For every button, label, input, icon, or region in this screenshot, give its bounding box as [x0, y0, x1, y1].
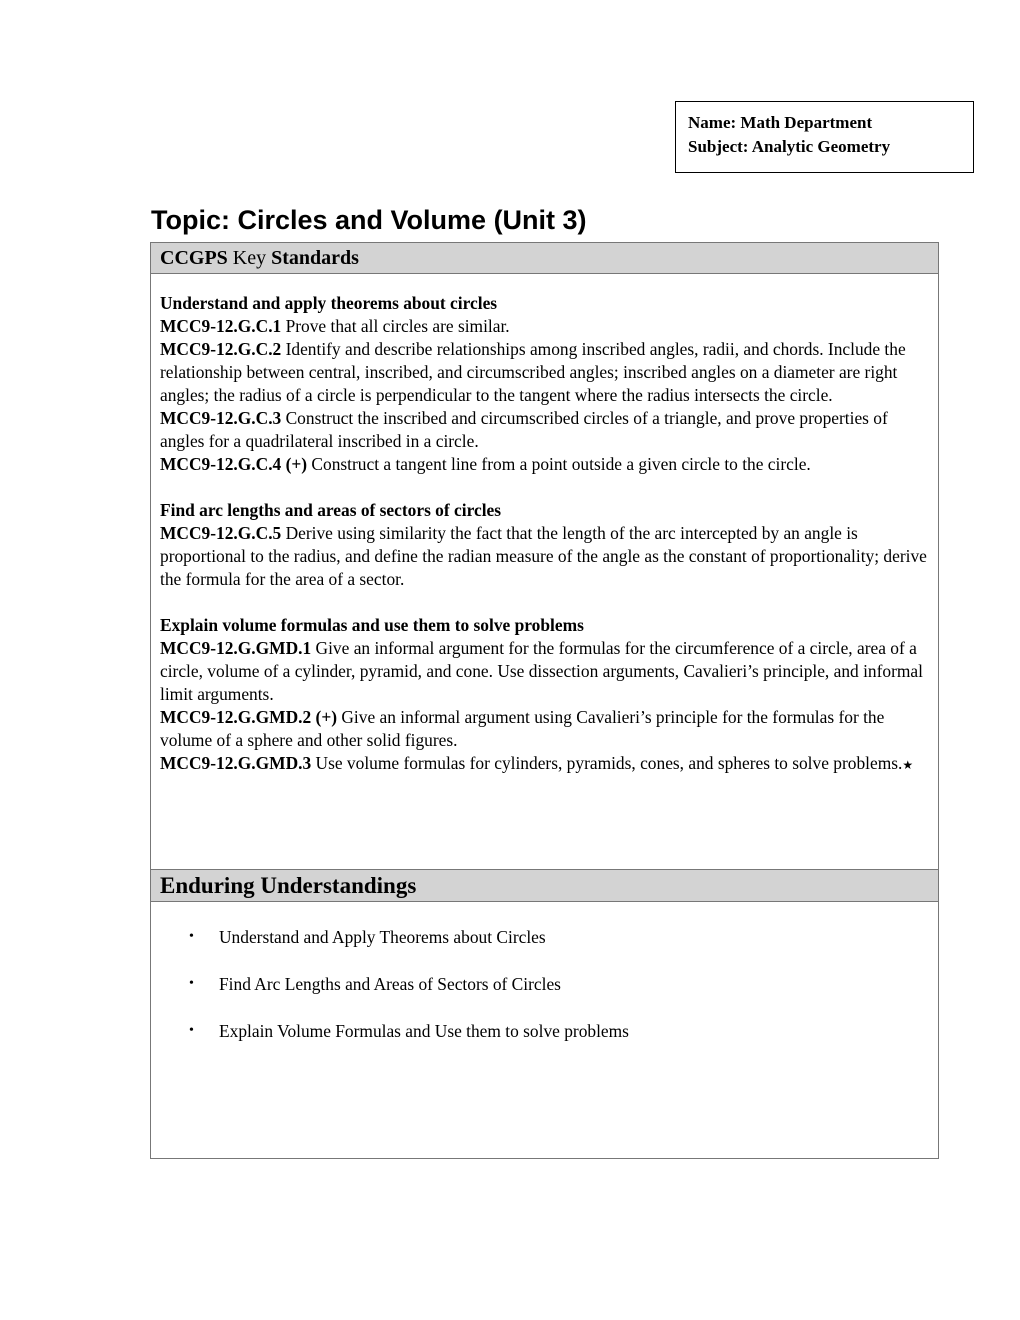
standard-code: MCC9-12.G.C.3 [160, 408, 282, 428]
standard-text: Give an informal argument for the formulas for the circumference of a circle, area of a circle, volume of a cylinder, pyramid, and cone. Use dissection arguments, Cavalieri’s principle, and informal limit arguments. [160, 638, 923, 704]
standard-text: Construct a tangent line from a point outside a given circle to the circle. [307, 454, 811, 474]
standard-text: Identify and describe relationships among inscribed angles, radii, and chords. Include the relationship between central, inscribed, and circumscribed angles; inscribed angles on a diameter are right angles; the radius of a circle is perpendicular to the tangent where the radius intersects the circle. [160, 339, 906, 405]
enduring-understandings-header: Enduring Understandings [151, 869, 938, 902]
list-item [151, 1019, 938, 1043]
bullet-icon: • [189, 976, 194, 991]
list-item-text: Explain Volume Formulas and Use them to solve problems [219, 1021, 629, 1041]
standard-text: Construct the inscribed and circumscribed circles of a triangle, and prove properties of angles for a quadrilateral inscribed in a circle. [160, 408, 888, 451]
subject-line: Subject: Analytic Geometry [688, 137, 891, 156]
standard-group-arcs [160, 499, 932, 591]
list-item-text: Find Arc Lengths and Areas of Sectors of Circles [219, 974, 561, 994]
standard-item [160, 522, 932, 591]
standard-item [160, 338, 932, 407]
group-heading: Find arc lengths and areas of sectors of circles [160, 500, 502, 520]
header-key: Key [232, 247, 267, 269]
standard-code: MCC9-12.G.C.5 [160, 523, 282, 543]
standards-table [150, 242, 939, 1159]
standard-item [160, 637, 932, 706]
standard-text: Give an informal argument using Cavalieri’s principle for the formulas for the volume of a sphere and other solid figures. [160, 707, 885, 750]
standard-code: MCC9-12.G.C.1 [160, 316, 282, 336]
standard-code: MCC9-12.G.GMD.1 [160, 638, 312, 658]
star-icon: ★ [902, 758, 914, 772]
standard-group-circles [160, 292, 932, 476]
header-standards: Standards [271, 247, 359, 269]
header-ccgps: CCGPS [160, 247, 228, 269]
topic-title: Topic: Circles and Volume (Unit 3) [151, 205, 587, 235]
standard-text: Use volume formulas for cylinders, pyramids, cones, and spheres to solve problems. [311, 753, 903, 773]
standard-code: MCC9-12.G.GMD.3 [160, 753, 312, 773]
list-item-text: Understand and Apply Theorems about Circles [219, 927, 546, 947]
standard-code: MCC9-12.G.C.4 (+) [160, 454, 308, 474]
standard-item [160, 453, 932, 476]
bullet-icon: • [189, 929, 194, 944]
standard-code: MCC9-12.G.GMD.2 (+) [160, 707, 338, 727]
standard-code: MCC9-12.G.C.2 [160, 339, 282, 359]
standard-group-volume [160, 614, 932, 777]
standard-item [160, 706, 932, 752]
list-item [151, 972, 938, 996]
list-item [151, 925, 938, 949]
bullet-icon: • [189, 1023, 194, 1038]
standard-item [160, 315, 932, 338]
standard-text: Prove that all circles are similar. [281, 316, 510, 336]
standards-body [160, 292, 932, 800]
name-subject-box [675, 101, 974, 173]
name-line: Name: Math Department [688, 113, 873, 132]
standard-text: Derive using similarity the fact that the length of the arc intercepted by an angle is proportional to the radius, and define the radian measure of the angle as the constant of proportionality; derive the formula for the area of a sector. [160, 523, 927, 589]
standard-item [160, 407, 932, 453]
enduring-understandings-list [151, 925, 938, 1066]
standard-item [160, 752, 932, 777]
group-heading: Explain volume formulas and use them to solve problems [160, 615, 584, 635]
key-standards-header [151, 243, 938, 274]
group-heading: Understand and apply theorems about circles [160, 293, 498, 313]
